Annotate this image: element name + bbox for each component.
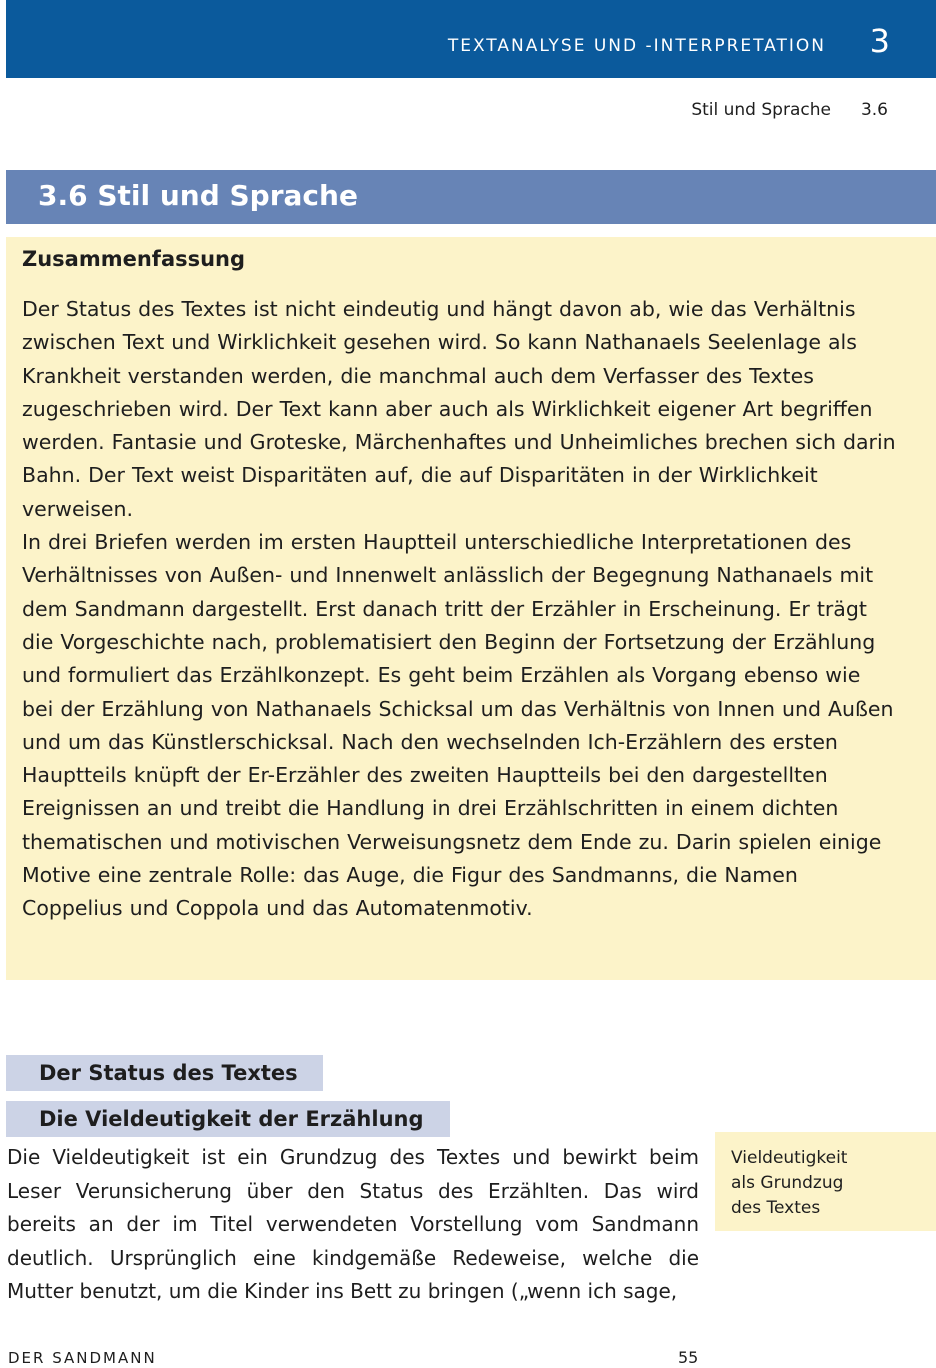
chapter-header-bar xyxy=(6,0,936,78)
summary-paragraph-1: Der Status des Textes ist nicht eindeutig und hängt davon ab, wie das Verhältnis zwischen Text und Wirklichkeit gesehen wird. So kann Nathanaels Seelenlage als Krankheit verstanden werden, die manchmal auch dem Verfasser des Textes zugeschrieben wird. Der Text kann aber auch als Wirklichkeit eigener Art begriffen werden. Fantasie und Groteske, Märchenhaftes und Unheimliches brechen sich darin Bahn. Der Text weist Disparitäten auf, die auf Disparitäten in der Wirklichkeit verweisen. xyxy=(22,297,896,521)
running-title: Stil und Sprache xyxy=(691,100,831,120)
margin-note-line-3: des Textes xyxy=(731,1198,821,1218)
summary-text xyxy=(22,293,897,926)
summary-box xyxy=(6,237,936,980)
chapter-number: 3 xyxy=(869,22,890,60)
page-number: 55 xyxy=(678,1348,699,1367)
footer-book-title: DER SANDMANN xyxy=(8,1349,157,1367)
margin-note xyxy=(715,1132,936,1231)
chapter-title: TEXTANALYSE UND -INTERPRETATION xyxy=(447,36,826,56)
running-head xyxy=(691,100,888,120)
body-paragraph: Die Vieldeutigkeit ist ein Grundzug des Textes und bewirkt beim Leser Verunsicherung über den Status des Erzählten. Das wird bereits an der im Titel verwendeten Vorstellung vom Sandmann deutlich. Ursprünglich eine kindgemäße Redeweise, welche die Mutter benutzt, um die Kinder ins Bett zu bringen („wenn ich sage, xyxy=(7,1145,699,1303)
subhead-status: Der Status des Textes xyxy=(6,1055,323,1091)
summary-heading: Zusammenfassung xyxy=(22,247,246,271)
running-number: 3.6 xyxy=(860,100,888,120)
section-title: 3.6 Stil und Sprache xyxy=(38,179,358,212)
margin-note-line-1: Vieldeutigkeit xyxy=(731,1148,848,1168)
margin-note-line-2: als Grundzug xyxy=(731,1173,844,1193)
section-title-band xyxy=(6,170,936,224)
subhead-vieldeutigkeit: Die Vieldeutigkeit der Erzählung xyxy=(6,1101,450,1137)
summary-paragraph-2: In drei Briefen werden im ersten Hauptteil unterschiedliche Interpretationen des Verhältnisses von Außen- und Innenwelt anlässlich der Begegnung Nathanaels mit dem Sandmann dargestellt. Erst danach tritt der Erzähler in Erscheinung. Er trägt die Vorgeschichte nach, problematisiert den Beginn der Fortsetzung der Erzählung und formuliert das Erzählkonzept. Es geht beim Erzählen als Vorgang ebenso wie bei der Erzählung von Nathanaels Schicksal um das Verhältnis von Innen und Außen und um das Künstlerschicksal. Nach den wechselnden Ich-Erzählern des ersten Hauptteils knüpft der Er-Erzähler des zweiten Hauptteils bei den dargestellten Ereignissen an und treibt die Handlung in drei Erzählschritten in einem dichten thematischen und motivischen Verweisungsnetz dem Ende zu. Darin spielen einige Motive eine zentrale Rolle: das Auge, die Figur des Sandmanns, die Namen Coppelius und Coppola und das Automatenmotiv. xyxy=(22,530,894,921)
